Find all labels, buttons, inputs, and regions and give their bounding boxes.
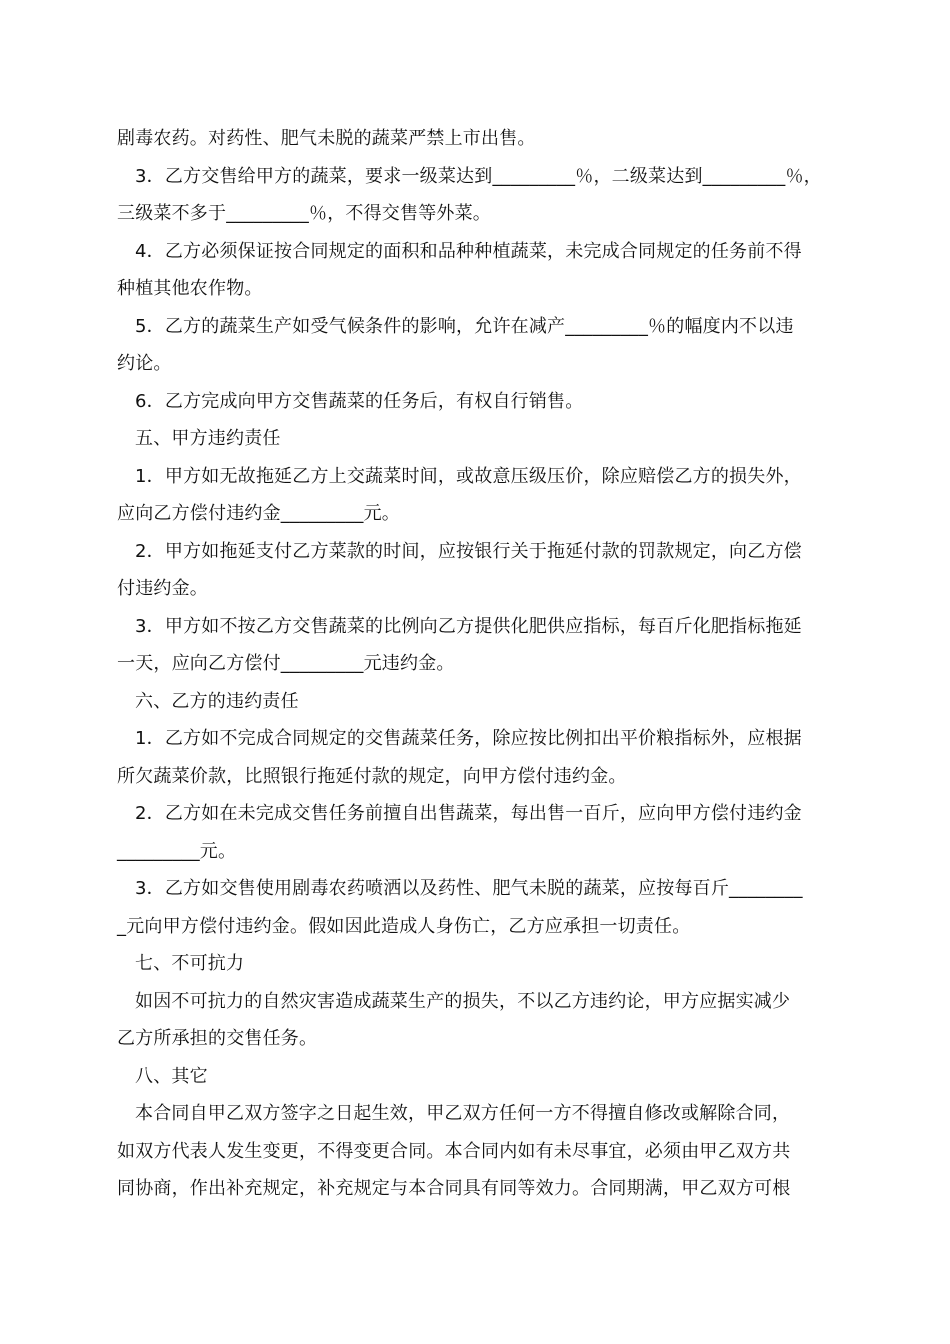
section-heading: 五、甲方违约责任 (135, 428, 281, 449)
text-line: 剧毒农药。对药性、肥气未脱的蔬菜严禁上市出售。 (117, 128, 536, 149)
text-line: 付违约金。 (117, 578, 208, 599)
text-line: 3．甲方如不按乙方交售蔬菜的比例向乙方提供化肥供应指标，每百斤化肥指标拖延 (135, 615, 802, 637)
text-line: _元向甲方偿付违约金。假如因此造成人身伤亡，乙方应承担一切责任。 (117, 915, 691, 937)
text-line: 4．乙方必须保证按合同规定的面积和品种种植蔬菜，未完成合同规定的任务前不得 (135, 240, 802, 262)
text-line: 所欠蔬菜价款，比照银行拖延付款的规定，向甲方偿付违约金。 (117, 765, 627, 787)
text-line: 6．乙方完成向甲方交售蔬菜的任务后，有权自行销售。 (135, 390, 584, 412)
text-line: 1．乙方如不完成合同规定的交售蔬菜任务，除应按比例扣出平价粮指标外，应根据 (135, 728, 802, 749)
section-heading: 六、乙方的违约责任 (135, 690, 299, 712)
text-line: 2．甲方如拖延支付乙方菜款的时间，应按银行关于拖延付款的罚款规定，向乙方偿 (135, 540, 802, 562)
text-line: 三级菜不多于_________％，不得交售等外菜。 (117, 203, 491, 224)
text-line: _________元。 (117, 840, 237, 862)
text-line: 1．甲方如无故拖延乙方上交蔬菜时间，或故意压级压价，除应赔偿乙方的损失外， (135, 465, 802, 487)
text-line: 种植其他农作物。 (117, 278, 263, 299)
text-line: 本合同自甲乙双方签字之日起生效，甲乙双方任何一方不得擅自修改或解除合同， (135, 1103, 791, 1124)
section-heading: 七、不可抗力 (135, 953, 245, 974)
text-line: 5．乙方的蔬菜生产如受气候条件的影响，允许在减产_________％的幅度内不以违 (135, 315, 794, 337)
text-line: 乙方所承担的交售任务。 (117, 1028, 318, 1049)
text-line: 应向乙方偿付违约金_________元。 (117, 503, 400, 524)
text-line: 一天，应向乙方偿付_________元违约金。 (117, 653, 455, 674)
text-line: 如因不可抗力的自然灾害造成蔬菜生产的损失，不以乙方违约论，甲方应据实减少 (135, 990, 791, 1012)
text-line: 2．乙方如在未完成交售任务前擅自出售蔬菜，每出售一百斤，应向甲方偿付违约金 (135, 803, 802, 824)
section-heading: 八、其它 (135, 1065, 208, 1087)
document-body (117, 120, 837, 1208)
text-line: 如双方代表人发生变更，不得变更合同。本合同内如有未尽事宜，必须由甲乙双方共 (117, 1140, 791, 1162)
text-line: 同协商，作出补充规定，补充规定与本合同具有同等效力。合同期满，甲乙双方可根 (117, 1178, 791, 1199)
text-line: 3．乙方如交售使用剧毒农药喷洒以及药性、肥气未脱的蔬菜，应按每百斤________ (135, 878, 803, 899)
text-line: 约论。 (117, 353, 172, 374)
text-line: 3．乙方交售给甲方的蔬菜，要求一级菜达到_________％，二级菜达到_________％， (135, 165, 822, 187)
